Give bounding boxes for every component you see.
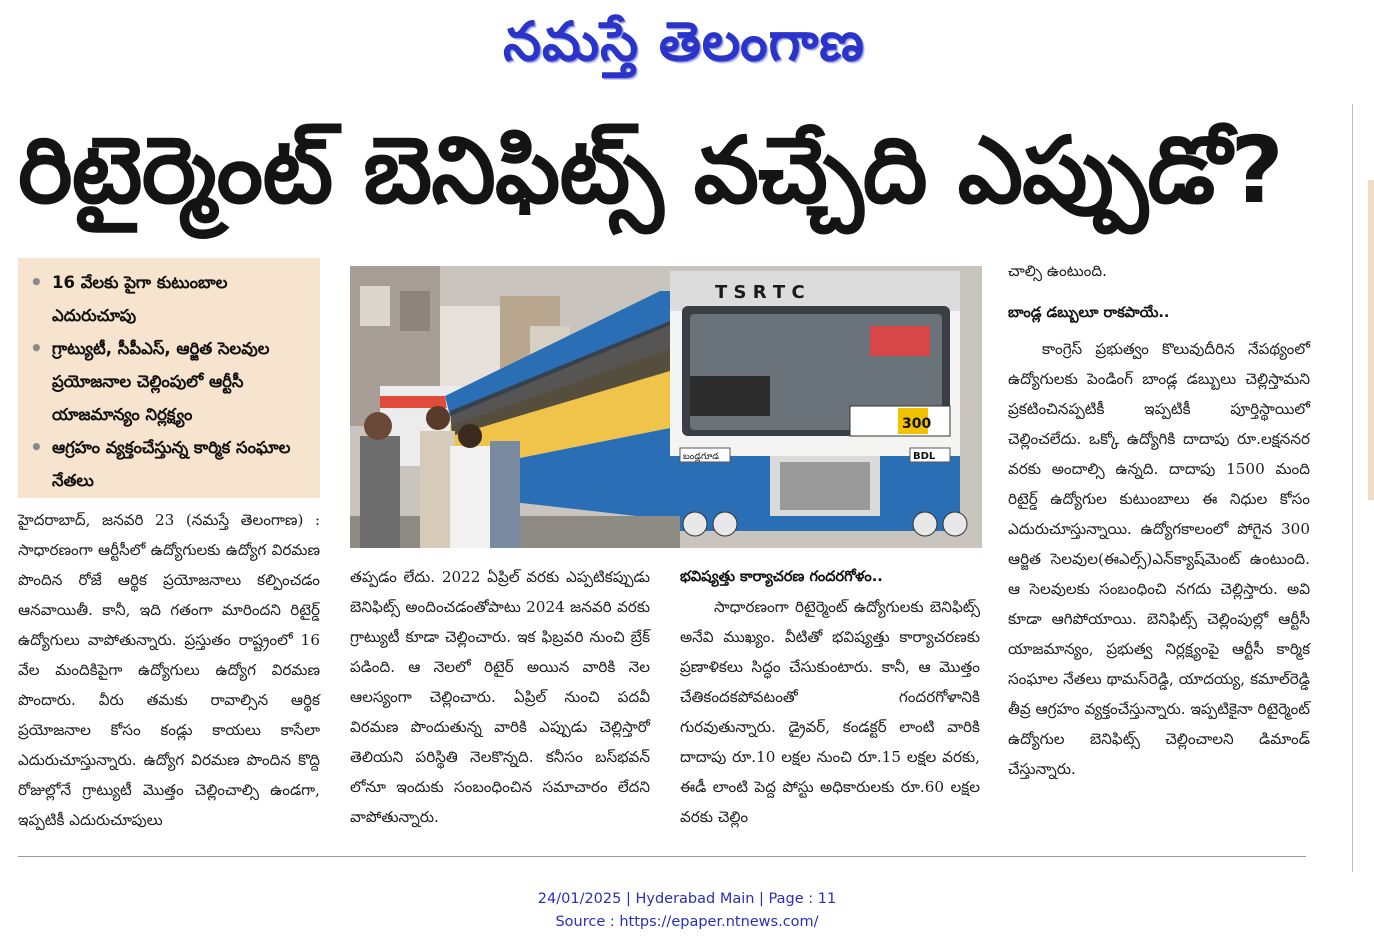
article-paragraph: సాధారణంగా రిటైర్మెంట్ ఉద్యోగులకు బెనిఫిట్స్ అనేవి ముఖ్యం. వీటితో భవిష్యత్తు కార్యాచరణకు ప్రణాళికలు సిద్ధం చేసుకుంటారు. కానీ, ఆ మొత్తం చేతికందకపోవటంతో గందరగోళానికి గురవుతున్నారు. డ్రైవర్, కండక్టర్ లాంటి వారికి దాదాపు రూ.10 లక్షల నుంచి రూ.15 లక్షల వరకు, ఈడీ లాంటి పెద్ద పోస్టు అధికారులకు రూ.60 లక్షల వరకు చెల్లిం <box>680 598 980 826</box>
bus-roof-text: T S R T C <box>715 282 805 303</box>
highlight-item: • 16 వేలకు పైగా కుటుంబాల ఎదురుచూపు <box>30 266 310 332</box>
newspaper-logo: నమస్తే తెలంగాణ <box>503 10 865 73</box>
article-paragraph: హైదరాబాద్, జనవరి 23 (నమస్తే తెలంగాణ) : సాధారణంగా ఆర్టీసీలో ఉద్యోగులకు ఉద్యోగ విరమణ పొందిన రోజే ఆర్థిక ప్రయోజనాలు కల్పించడం ఆనవాయితీ. కానీ, ఇది గతంగా మారిందని రిటైర్డ్ ఉద్యోగులు వాపోతున్నారు. ప్రస్తుతం రాష్ట్రంలో 16 వేల మందికిపైగా ఉద్యోగులు ఉద్యోగ విరమణ పొందారు. వీరు తమకు రావాల్సిన ఆర్థిక ప్రయోజనాల కోసం కండ్లు కాయలు కాసేలా ఎదురుచూస్తున్నారు. ఉద్యోగ విరమణ పొందిన కొద్ది రోజుల్లోనే గ్రాట్యుటీ మొత్తం చెల్లించాల్సి ఉండగా, ఇప్పటికీ ఎదురుచూపులు <box>18 511 320 829</box>
bullet-icon: • <box>30 336 43 360</box>
bus-photo <box>350 266 982 548</box>
masthead <box>0 0 1374 90</box>
license-plate: BDL <box>913 451 936 462</box>
destination-board: బండ్లగూడ <box>683 452 719 462</box>
column-divider <box>1352 104 1353 872</box>
article-paragraph: తప్పడం లేదు. 2022 ఏప్రిల్ వరకు ఎప్పటికప్పుడు బెనిఫిట్స్ అందించడంతోపాటు 2024 జనవరి వరకు గ్రాట్యుటీ కూడా చెల్లించారు. ఇక ఫిబ్రవరి నుంచి బ్రేక్ పడింది. ఆ నెలలో రిటైర్ అయిన వారికి నెల ఆలస్యంగా చెల్లించారు. ఏప్రిల్ నుంచి పదవీ విరమణ పొందుతున్న వారికి ఎప్పుడు చెల్లిస్తారో తెలియని పరిస్థితి నెలకొన్నది. కనీసం బస్‌భవన్ లోనూ ఇందుకు సంబంధించిన సమాచారం లేదని వాపోతున్నారు. <box>350 568 650 826</box>
highlights-box <box>18 258 320 498</box>
headline: రిటైర్మెంట్ బెనిఫిట్స్ వచ్చేది ఎప్పుడో? <box>18 117 1283 224</box>
bullet-icon: • <box>30 270 43 294</box>
article-column-3 <box>680 562 980 832</box>
adjacent-article-edge <box>1368 180 1374 500</box>
article-paragraph: చాల్సి ఉంటుంది. <box>1008 262 1107 280</box>
bus-photo-illustration <box>350 266 982 548</box>
subheading-bonds: బాండ్ల డబ్బులూ రాకపాయే.. <box>1008 305 1170 321</box>
article-column-4 <box>1008 256 1310 784</box>
article-column-2 <box>350 562 650 832</box>
footer-source: Source : https://epaper.ntnews.com/ <box>555 914 819 930</box>
footer <box>0 888 1374 934</box>
article-column-1 <box>18 505 320 835</box>
bottom-divider <box>18 856 1306 857</box>
route-number: 300 <box>902 416 932 432</box>
highlight-item: • ఆగ్రహం వ్యక్తంచేస్తున్న కార్మిక సంఘాల నేతలు <box>30 431 310 497</box>
footer-date-page: 24/01/2025 | Hyderabad Main | Page : 11 <box>537 891 837 907</box>
bullet-icon: • <box>30 435 43 459</box>
subheading-future-plans: భవిష్యత్తు కార్యాచరణ గందరగోళం.. <box>680 569 883 585</box>
highlight-item: • గ్రాట్యుటీ, సీపీఎస్, ఆర్జిత సెలవుల ప్రయోజనాల చెల్లింపులో ఆర్టీసీ యాజమాన్యం నిర్లక్ష్యం <box>30 332 310 431</box>
article-paragraph: కాంగ్రెస్ ప్రభుత్వం కొలువుదీరిన నేపథ్యంలో ఉద్యోగులకు పెండింగ్ బాండ్ల డబ్బులు చెల్లిస్తామని ప్రకటించినప్పటికీ ఇప్పటికీ పూర్తిస్థాయిలో చెల్లించలేదు. ఒక్కో ఉద్యోగికి దాదాపు రూ.లక్షననర వరకు అందాల్సి ఉన్నది. దాదాపు 1500 మంది రిటైర్డ్ ఉద్యోగుల కుటుంబాలు ఈ నిధుల కోసం ఎదురుచూస్తున్నాయి. ఉద్యోగకాలంలో పోగైన 300 ఆర్జిత సెలవుల(ఈఎల్స్)ఎన్‌క్యాష్‌మెంట్ ఉంటుంది. ఆ సెలవులకు సంబంధించి నగదు చెల్లిస్తారు. అవి కూడా ఆగిపోయాయి. బెనిఫిట్స్ చెల్లింపుల్లో ఆర్టీసీ యాజమాన్యం, ప్రభుత్వ నిర్లక్ష్యంపై ఆర్టీసీ కార్మిక సంఘాల నేతలు థామస్‌రెడ్డి, యాదయ్య, కమాల్‌రెడ్డి తీవ్ర ఆగ్రహం వ్యక్తంచేస్తున్నారు. ఇప్పటికైనా రిటైర్మెంట్ ఉద్యోగుల బెనిఫిట్స్ చెల్లించాలని డిమాండ్ చేస్తున్నారు. <box>1008 340 1311 778</box>
